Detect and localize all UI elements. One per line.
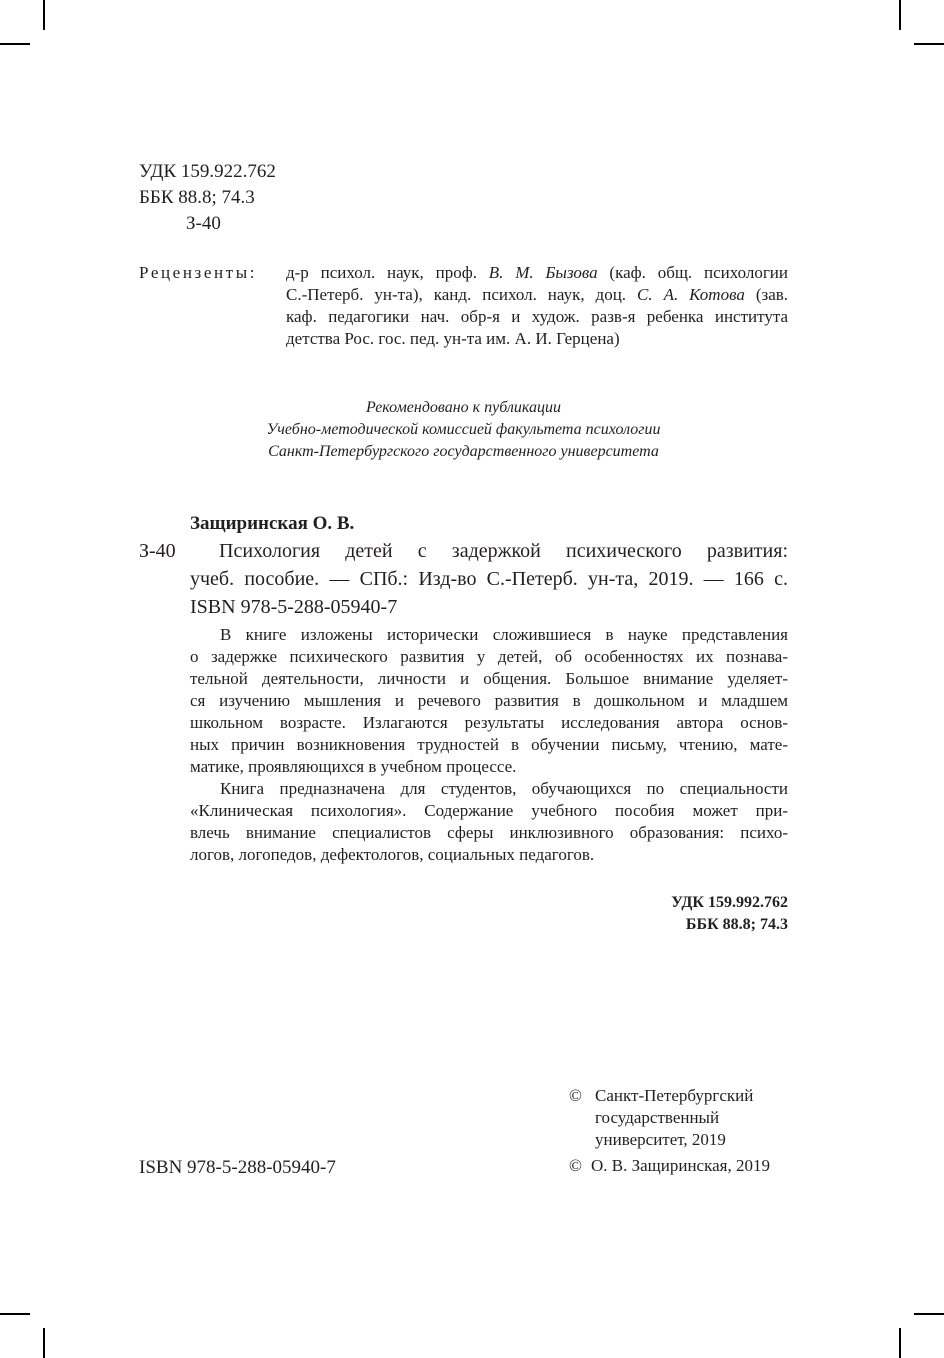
copyright-author: О. В. Защиринская, 2019 [591,1156,770,1175]
crop-mark [0,43,30,45]
book-author: Защиринская О. В. [190,513,355,534]
crop-mark [899,1328,901,1358]
book-title-line: Психология детей с задержкой психического развития: [219,540,788,562]
bibliography-entry-cont [190,565,788,621]
abstract-line: тельной деятельности, личности и общения. Большое внимание уделяет- [190,669,788,688]
recommendation-line: Рекомендовано к публикации [366,399,561,416]
copyright-symbol: © [569,1086,582,1105]
reviewer-name: В. М. Бызова [488,263,598,282]
bibliography-entry [219,537,788,565]
reviewer-name: С. А. Котова [637,285,745,304]
copyright-university-line: государственный [595,1108,720,1127]
recommendation-line: Санкт-Петербургского государственного университета [268,443,659,460]
abstract-line: Книга предназначена для студентов, обучающихся по специальности [220,779,788,798]
abstract-line: матике, проявляющихся в учебном процессе. [190,757,517,776]
recommendation [139,397,788,463]
abstract-line: логов, логопедов, дефектологов, социальных педагогов. [190,845,595,864]
abstract-line: ся изучению мышления и речевого развития в дошкольном и младшем [190,691,788,710]
reviewers-line: каф. педагогики нач. обр-я и худож. разв-я ребенка института [286,307,788,326]
abstract-line: В книге изложены исторически сложившиеся в науке представления [220,625,788,644]
reviewers-line: детства Рос. гос. пед. ун-та им. А. И. Герцена) [286,329,620,348]
book-imprint-line: учеб. пособие. — СПб.: Изд-во С.-Петерб. ун-та, 2019. — 166 с. [190,568,788,590]
copyright-university [595,1085,753,1151]
copyright-symbol: © [569,1156,582,1175]
udk-code: УДК 159.922.762 [139,161,276,182]
reviewers-text [286,262,788,350]
crop-mark [43,1328,45,1358]
author-mark: З-40 [186,213,221,234]
bibliography-mark: З-40 [139,540,176,562]
footer-classification [500,892,788,936]
crop-mark [914,43,944,45]
abstract-line: ных причин возникновения трудностей в обучении письму, чтению, мате- [190,735,788,754]
isbn: ISBN 978-5-288-05940-7 [139,1157,336,1178]
abstract [190,624,788,866]
book-isbn-line: ISBN 978-5-288-05940-7 [190,596,398,618]
abstract-line: школьном возрасте. Излагаются результаты исследования автора основ- [190,713,788,732]
footer-udk: УДК 159.992.762 [671,894,788,911]
abstract-line: влечь внимание специалистов сферы инклюзивного образования: психо- [190,823,788,842]
reviewers-line: д-р психол. наук, проф. В. М. Бызова (каф. общ. психологии [286,263,788,282]
reviewers-line: С.-Петерб. ун-та), канд. психол. наук, доц. С. А. Котова (зав. [286,285,789,304]
crop-mark [43,0,45,30]
crop-mark [0,1313,30,1315]
copyright-university-line: Санкт-Петербургский [595,1086,754,1105]
copyright-university-line: университет, 2019 [595,1130,726,1149]
crop-mark [899,0,901,30]
reviewers-label: Рецензенты: [139,263,258,282]
recommendation-line: Учебно-методической комиссией факультета психологии [266,421,661,438]
abstract-line: о задержке психического развития у детей, об особенностях их познава- [190,647,788,666]
abstract-line: «Клиническая психология». Содержание учебного пособия может при- [190,801,788,820]
crop-mark [914,1313,944,1315]
footer-bbk: ББК 88.8; 74.3 [685,916,788,933]
bbk-code: ББК 88.8; 74.3 [139,187,255,208]
